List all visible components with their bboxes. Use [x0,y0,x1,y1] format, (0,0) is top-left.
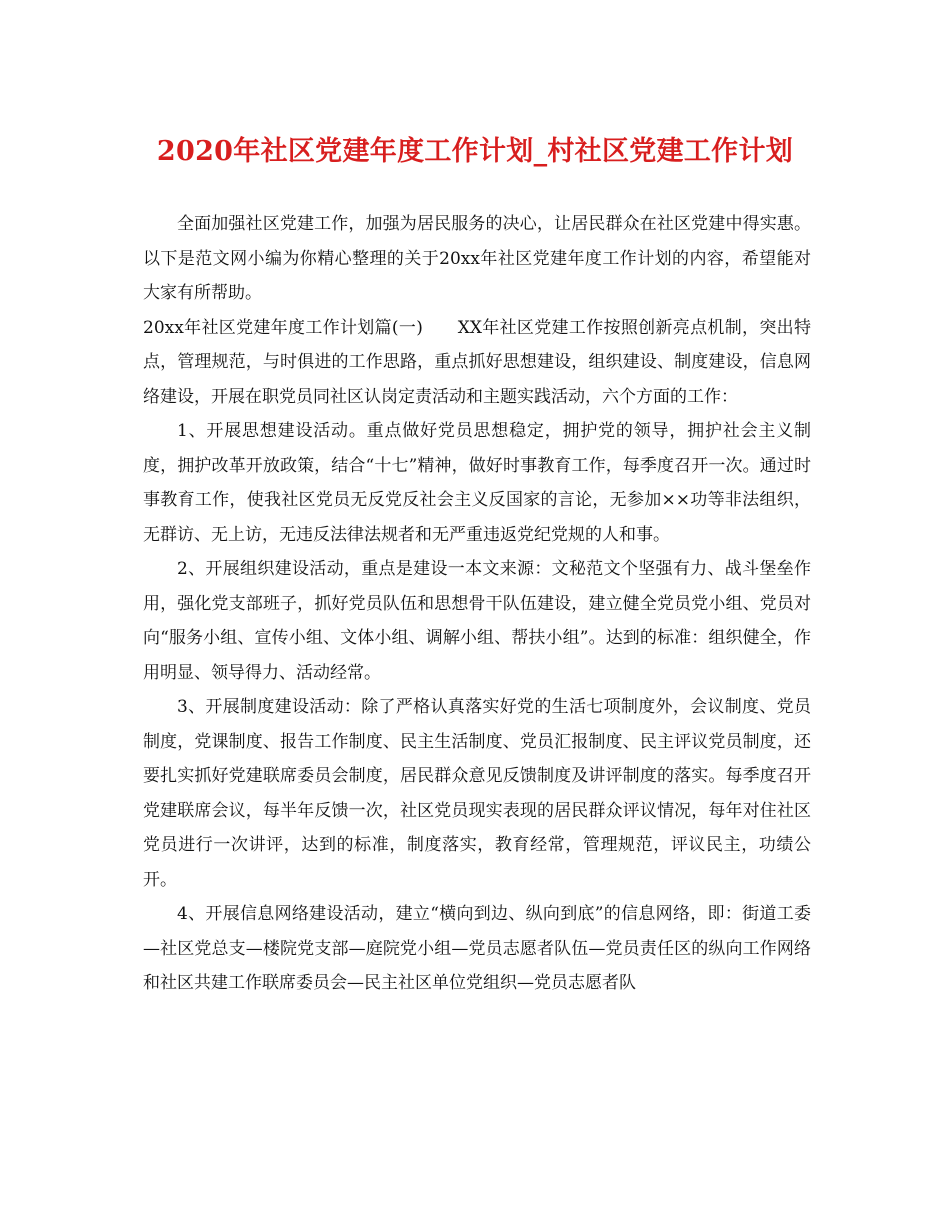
paragraph-item-3: 3、开展制度建设活动：除了严格认真落实好党的生活七项制度外，会议制度、党员制度，党课制度、报告工作制度、民主生活制度、党员汇报制度、民主评议党员制度，还要扎实抓好党建联席委员会制度，居民群众意见反馈制度及讲评制度的落实。每季度召开党建联席会议，每半年反馈一次，社区党员现实表现的居民群众评议情况，每年对住社区党员进行一次讲评，达到的标准，制度落实，教育经常，管理规范，评议民主，功绩公开。 [143,697,811,890]
document-body [143,207,811,1001]
paragraph-intro: 全面加强社区党建工作，加强为居民服务的决心，让居民群众在社区党建中得实惠。以下是范文网小编为你精心整理的关于20xx年社区党建年度工作计划的内容，希望能对大家有所帮助。 [143,214,811,303]
paragraph-item-2: 2、开展组织建设活动，重点是建设一本文来源：文秘范文个坚强有力、战斗堡垒作用，强化党支部班子，抓好党员队伍和思想骨干队伍建设，建立健全党员党小组、党员对向“服务小组、宣传小组、文体小组、调解小组、帮扶小组”。达到的标准：组织健全，作用明显、领导得力、活动经常。 [143,559,811,683]
paragraph-overview: 20xx年社区党建年度工作计划篇(一) XX年社区党建工作按照创新亮点机制，突出特点，管理规范，与时俱进的工作思路，重点抓好思想建设，组织建设、制度建设，信息网络建设，开展在职党员同社区认岗定责活动和主题实践活动，六个方面的工作： [143,317,811,407]
paragraph-item-1: 1、开展思想建设活动。重点做好党员思想稳定，拥护党的领导，拥护社会主义制度，拥护改革开放政策，结合“十七”精神，做好时事教育工作，每季度召开一次。通过时事教育工作，使我社区党员无反党反社会主义反国家的言论，无参加××功等非法组织，无群访、无上访，无违反法律法规者和无严重违返党纪党规的人和事。 [143,421,811,545]
paragraph-item-4: 4、开展信息网络建设活动，建立“横向到边、纵向到底”的信息网络，即：街道工委—社区党总支—楼院党支部—庭院党小组—党员志愿者队伍—党员责任区的纵向工作网络和社区共建工作联席委员会—民主社区单位党组织—党员志愿者队 [143,904,811,993]
document-title: 2020年社区党建年度工作计划_村社区党建工作计划 [156,136,794,167]
